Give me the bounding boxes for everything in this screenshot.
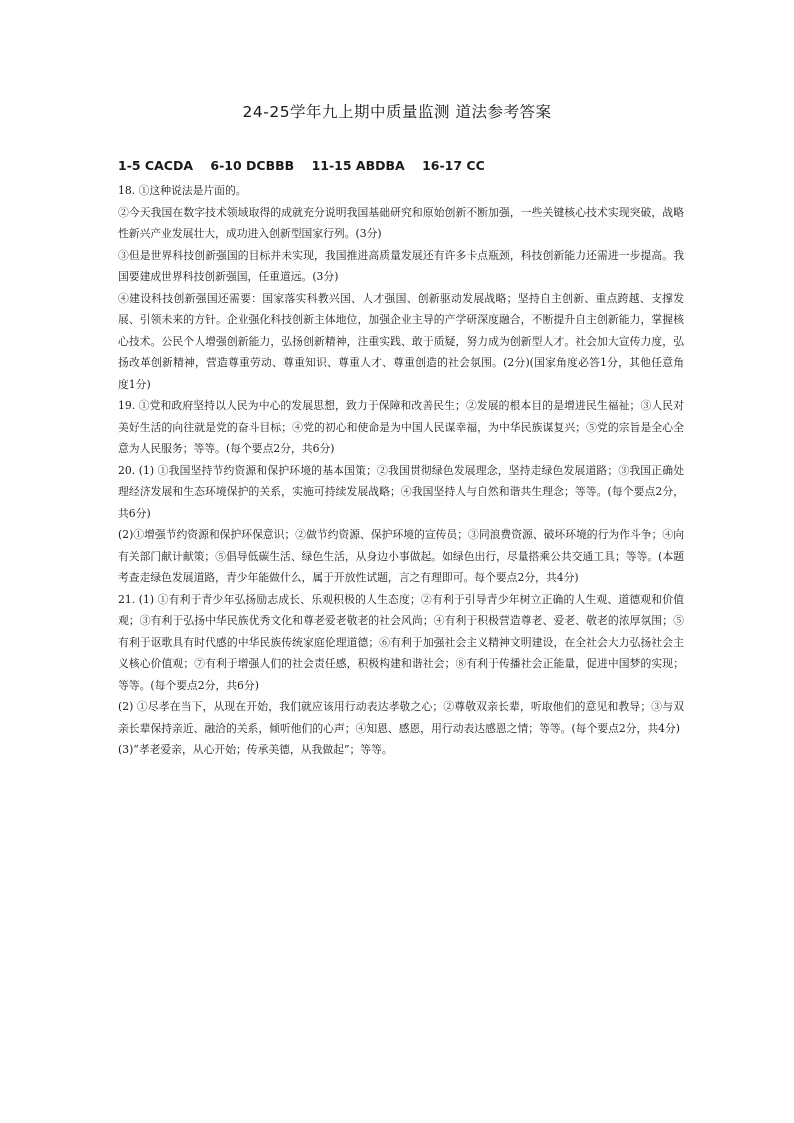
multiple-choice-answers: 1-5 CACDA 6-10 DCBBB 11-15 ABDBA 16-17 CC (118, 158, 485, 173)
q18-point-3: ③但是世界科技创新强国的目标并未实现，我国推进高质量发展还有许多卡点瓶颈，科技创新能力还需进一步提高。我国要建成世界科技创新强国，任重道远。(3分) (118, 248, 684, 283)
q20-part-1: 20. (1) ①我国坚持节约资源和保护环境的基本国策；②我国贯彻绿色发展理念，坚持走绿色发展道路；③我国正确处理经济发展和生态环境保护的关系，实施可持续发展战略；④我国坚持人与自然和谐共生理念；等等。(每个要点2分，共6分) (118, 463, 684, 520)
q18-point-2: ②今天我国在数字技术领域取得的成就充分说明我国基础研究和原始创新不断加强，一些关键核心技术实现突破，战略性新兴产业发展壮大，成功进入创新型国家行列。(3分) (118, 205, 684, 240)
q18-intro: 18. ①这种说法是片面的。 (118, 184, 247, 197)
q19-answer: 19. ①党和政府坚持以人民为中心的发展思想，致力于保障和改善民生；②发展的根本目的是增进民生福祉；③人民对美好生活的向往就是党的奋斗目标；④党的初心和使命是为中国人民谋幸福，为中华民族谋复兴；⑤党的宗旨是全心全意为人民服务；等等。(每个要点2分，共6分) (118, 399, 684, 455)
q18-point-4: ④建设科技创新强国还需要：国家落实科教兴国、人才强国、创新驱动发展战略；坚持自主创新、重点跨越、支撑发展、引领未来的方针。企业强化科技创新主体地位，加强企业主导的产学研深度融合，不断提升自主创新能力，掌握核心技术。公民个人增强创新能力，弘扬创新精神，注重实践、敢于质疑，努力成为创新型人才。社会加大宣传力度，弘扬改革创新精神，营造尊重劳动、尊重知识、尊重人才、尊重创造的社会氛围。(2分)(国家角度必答1分，其他任意角度1分) (118, 291, 684, 391)
q21-part-3: (3)“孝老爱亲，从心开始；传承美德，从我做起”；等等。 (118, 743, 393, 756)
q21-part-2: (2) ①尽孝在当下，从现在开始，我们就应该用行动表达孝敬之心；②尊敬双亲长辈，听取他们的意见和教导；③与双亲长辈保持亲近、融洽的关系，倾听他们的心声；④知恩、感恩，用行动表达感恩之情；等等。(每个要点2分，共4分) (118, 700, 684, 735)
answer-body (118, 180, 684, 761)
q21-part-1: 21. (1) ①有利于青少年弘扬励志成长、乐观积极的人生态度；②有利于引导青少年树立正确的人生观、道德观和价值观；③有利于弘扬中华民族优秀文化和尊老爱老敬老的社会风尚；④有利于积极营造尊老、爱老、敬老的浓厚氛围；⑤有利于讴歌具有时代感的中华民族传统家庭伦理道德；⑥有利于加强社会主义精神文明建设，在全社会大力弘扬社会主义核心价值观；⑦有利于增强人们的社会责任感，积极构建和谐社会；⑧有利于传播社会正能量，促进中国梦的实现；等等。(每个要点2分，共6分) (118, 592, 684, 692)
page-title: 24-25学年九上期中质量监测 道法参考答案 (242, 103, 552, 121)
q20-part-2: (2)①增强节约资源和保护环保意识；②做节约资源、保护环境的宣传员；③同浪费资源、破坏环境的行为作斗争；④向有关部门献计献策；⑤倡导低碳生活、绿色生活，从身边小事做起。如绿色出行，尽量搭乘公共交通工具；等等。(本题考查走绿色发展道路，青少年能做什么，属于开放性试题，言之有理即可。每个要点2分，共4分) (118, 528, 684, 584)
